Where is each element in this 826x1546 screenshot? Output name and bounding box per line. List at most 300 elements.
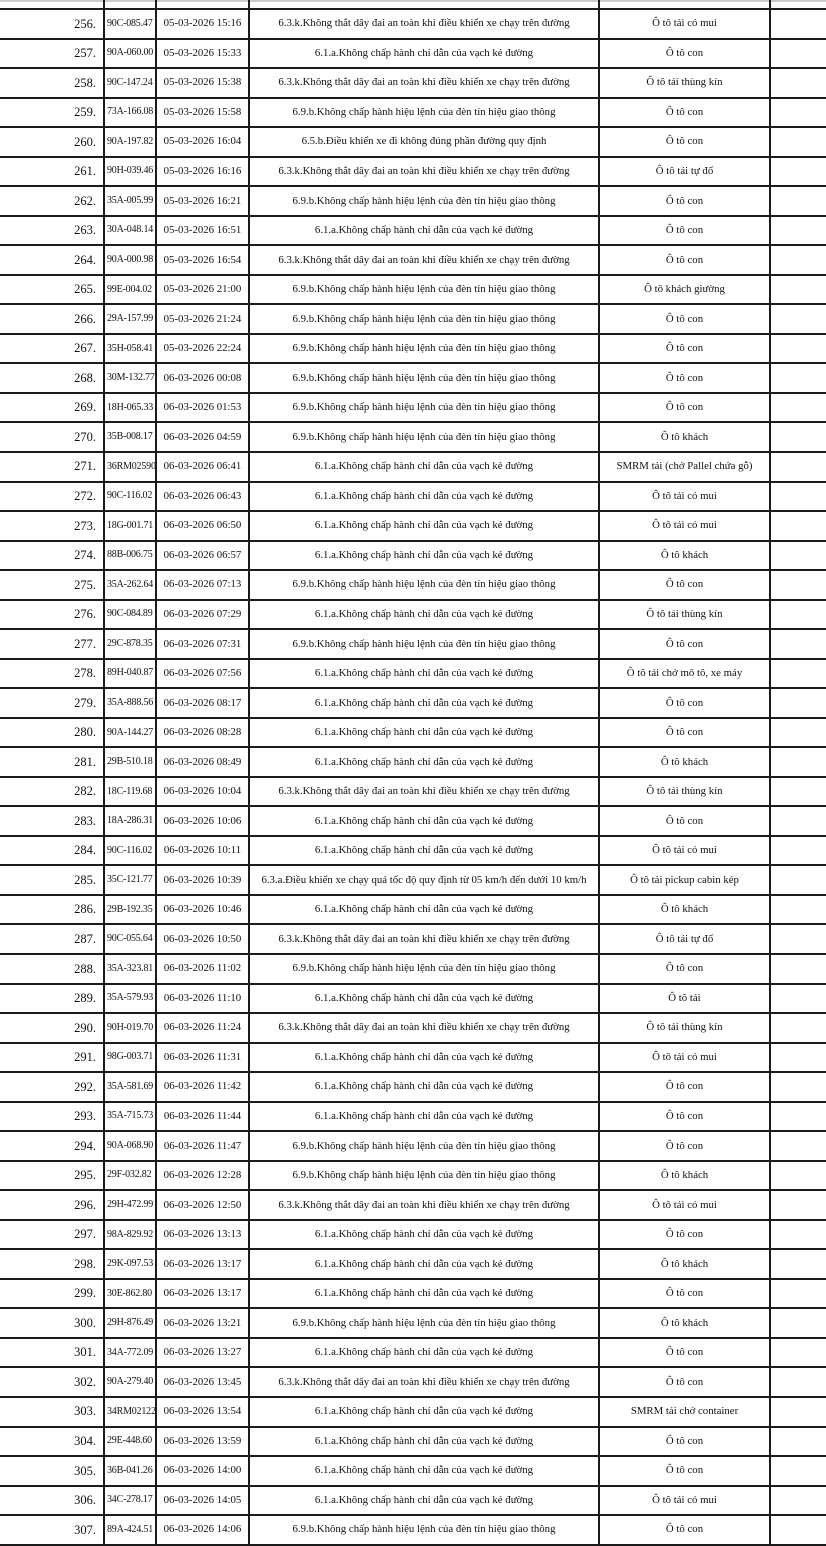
license-plate-cell: 99E-004.02 xyxy=(103,276,155,304)
violation-description-cell: 6.9.b.Không chấp hành hiệu lệnh của đèn tín hiệu giao thông xyxy=(248,1132,598,1160)
violation-description-cell: 6.9.b.Không chấp hành hiệu lệnh của đèn tín hiệu giao thông xyxy=(248,394,598,422)
violation-datetime-cell: 06-03-2026 11:47 xyxy=(155,1132,248,1160)
row-number: 293. xyxy=(74,1109,96,1124)
violation-description-cell: 6.9.b.Không chấp hành hiệu lệnh của đèn tín hiệu giao thông xyxy=(248,276,598,304)
violation-datetime-cell: 06-03-2026 10:46 xyxy=(155,896,248,924)
violation-description-cell: 6.1.a.Không chấp hành chỉ dẫn của vạch kẻ đường xyxy=(248,483,598,511)
table-row xyxy=(0,1191,826,1221)
license-plate-cell: 35C-121.77 xyxy=(103,866,155,894)
violation-description-cell: 6.1.a.Không chấp hành chỉ dẫn của vạch kẻ đường xyxy=(248,689,598,717)
vehicle-type-cell: Ô tô tải có mui xyxy=(598,483,771,511)
license-plate-cell: 36B-041.26 xyxy=(103,1457,155,1485)
table-row xyxy=(0,335,826,365)
row-number: 267. xyxy=(74,341,96,356)
vehicle-type-cell: Ô tô con xyxy=(598,217,771,245)
vehicle-type-cell: Ô tô khách xyxy=(598,1250,771,1278)
violation-datetime-cell: 06-03-2026 13:27 xyxy=(155,1339,248,1367)
license-plate-cell: 29C-878.35 xyxy=(103,630,155,658)
license-plate-cell: 30A-048.14 xyxy=(103,217,155,245)
table-row xyxy=(0,246,826,276)
violation-description-cell: 6.1.a.Không chấp hành chỉ dẫn của vạch kẻ đường xyxy=(248,1398,598,1426)
vehicle-type-cell: Ô tô con xyxy=(598,394,771,422)
license-plate-cell: 29K-097.53 xyxy=(103,1250,155,1278)
table-row xyxy=(0,1250,826,1280)
table-row xyxy=(0,985,826,1015)
violation-datetime-cell: 05-03-2026 16:51 xyxy=(155,217,248,245)
row-number: 274. xyxy=(74,548,96,563)
table-row xyxy=(0,542,826,572)
row-number: 290. xyxy=(74,1020,96,1035)
table-row xyxy=(0,1162,826,1192)
license-plate-cell: 89H-040.87 xyxy=(103,660,155,688)
violation-datetime-cell: 06-03-2026 08:17 xyxy=(155,689,248,717)
violation-datetime-cell: 05-03-2026 21:00 xyxy=(155,276,248,304)
vehicle-type-cell: Ô tô con xyxy=(598,630,771,658)
row-number: 289. xyxy=(74,991,96,1006)
violation-datetime-cell: 06-03-2026 14:05 xyxy=(155,1487,248,1515)
vehicle-type-cell: Ô tô tải có mui xyxy=(598,837,771,865)
row-number: 305. xyxy=(74,1463,96,1478)
violation-description-cell: 6.1.a.Không chấp hành chỉ dẫn của vạch kẻ đường xyxy=(248,1103,598,1131)
table-row xyxy=(0,364,826,394)
vehicle-type-cell: Ô tô tải pickup cabin kép xyxy=(598,866,771,894)
violation-description-cell: 6.1.a.Không chấp hành chỉ dẫn của vạch kẻ đường xyxy=(248,719,598,747)
violation-datetime-cell: 05-03-2026 15:58 xyxy=(155,99,248,127)
row-number: 269. xyxy=(74,400,96,415)
vehicle-type-cell: Ô tô con xyxy=(598,719,771,747)
license-plate-cell: 30E-862.80 xyxy=(103,1280,155,1308)
violation-description-cell: 6.1.a.Không chấp hành chỉ dẫn của vạch kẻ đường xyxy=(248,1044,598,1072)
table-row xyxy=(0,925,826,955)
license-plate-cell: 90C-116.02 xyxy=(103,837,155,865)
violation-datetime-cell: 06-03-2026 07:29 xyxy=(155,601,248,629)
vehicle-type-cell: Ô tô tải có mui xyxy=(598,1487,771,1515)
violation-datetime-cell: 06-03-2026 00:08 xyxy=(155,364,248,392)
vehicle-type-cell: Ô tô con xyxy=(598,1368,771,1396)
vehicle-type-cell: Ô tô con xyxy=(598,1457,771,1485)
table-row xyxy=(0,955,826,985)
vehicle-type-cell: Ô tô con xyxy=(598,305,771,333)
violation-description-cell: 6.5.b.Điều khiển xe đi không đúng phần đường quy định xyxy=(248,128,598,156)
license-plate-cell: 29F-032.82 xyxy=(103,1162,155,1190)
violation-datetime-cell: 06-03-2026 01:53 xyxy=(155,394,248,422)
violation-description-cell: 6.9.b.Không chấp hành hiệu lệnh của đèn tín hiệu giao thông xyxy=(248,630,598,658)
row-number: 300. xyxy=(74,1315,96,1330)
license-plate-cell: 88B-006.75 xyxy=(103,542,155,570)
table-row xyxy=(0,719,826,749)
violation-datetime-cell: 06-03-2026 12:50 xyxy=(155,1191,248,1219)
row-number: 258. xyxy=(74,75,96,90)
violation-description-cell: 6.9.b.Không chấp hành hiệu lệnh của đèn tín hiệu giao thông xyxy=(248,187,598,215)
vehicle-type-cell: Ô tô tải thùng kín xyxy=(598,69,771,97)
violation-description-cell: 6.9.b.Không chấp hành hiệu lệnh của đèn tín hiệu giao thông xyxy=(248,99,598,127)
violation-description-cell: 6.1.a.Không chấp hành chỉ dẫn của vạch kẻ đường xyxy=(248,1487,598,1515)
vehicle-type-cell: Ô tô con xyxy=(598,128,771,156)
row-number: 283. xyxy=(74,813,96,828)
violation-datetime-cell: 06-03-2026 13:13 xyxy=(155,1221,248,1249)
vehicle-type-cell: Ô tô tải có mui xyxy=(598,1044,771,1072)
license-plate-cell: 18H-065.33 xyxy=(103,394,155,422)
license-plate-cell: 90A-000.98 xyxy=(103,246,155,274)
table-row xyxy=(0,1280,826,1310)
violation-datetime-cell: 06-03-2026 10:39 xyxy=(155,866,248,894)
violation-description-cell: 6.9.b.Không chấp hành hiệu lệnh của đèn tín hiệu giao thông xyxy=(248,423,598,451)
row-number: 280. xyxy=(74,725,96,740)
violation-datetime-cell: 05-03-2026 16:04 xyxy=(155,128,248,156)
vehicle-type-cell: SMRM tải chở container xyxy=(598,1398,771,1426)
violation-datetime-cell: 06-03-2026 06:43 xyxy=(155,483,248,511)
row-number: 297. xyxy=(74,1227,96,1242)
violation-datetime-cell: 06-03-2026 07:31 xyxy=(155,630,248,658)
table-row xyxy=(0,40,826,70)
table-row xyxy=(0,601,826,631)
violation-description-cell: 6.1.a.Không chấp hành chỉ dẫn của vạch kẻ đường xyxy=(248,837,598,865)
table-row xyxy=(0,689,826,719)
violation-description-cell: 6.1.a.Không chấp hành chỉ dẫn của vạch kẻ đường xyxy=(248,1339,598,1367)
violation-description-cell: 6.1.a.Không chấp hành chỉ dẫn của vạch kẻ đường xyxy=(248,896,598,924)
license-plate-cell: 35A-579.93 xyxy=(103,985,155,1013)
license-plate-cell: 73A-166.08 xyxy=(103,99,155,127)
table-row xyxy=(0,896,826,926)
license-plate-cell: 30M-132.77 xyxy=(103,364,155,392)
vehicle-type-cell: Ô tô khách xyxy=(598,1162,771,1190)
violation-datetime-cell: 06-03-2026 08:49 xyxy=(155,748,248,776)
license-plate-cell: 90C-084.89 xyxy=(103,601,155,629)
table-row xyxy=(0,1428,826,1458)
violation-datetime-cell: 06-03-2026 10:04 xyxy=(155,778,248,806)
table-row xyxy=(0,128,826,158)
table-row xyxy=(0,1103,826,1133)
violation-datetime-cell: 06-03-2026 13:21 xyxy=(155,1309,248,1337)
vehicle-type-cell: Ô tô tải chở mô tô, xe máy xyxy=(598,660,771,688)
vehicle-type-cell: Ô tô tải thùng kín xyxy=(598,601,771,629)
vehicle-type-cell xyxy=(598,0,771,8)
violation-description-cell: 6.1.a.Không chấp hành chỉ dẫn của vạch kẻ đường xyxy=(248,1428,598,1456)
vehicle-type-cell: Ô tô tải thùng kín xyxy=(598,1014,771,1042)
row-number: 279. xyxy=(74,695,96,710)
violation-datetime-cell: 06-03-2026 14:06 xyxy=(155,1516,248,1544)
vehicle-type-cell: Ô tô con xyxy=(598,955,771,983)
vehicle-type-cell: Ô tô khách xyxy=(598,1309,771,1337)
vehicle-type-cell: Ô tô tải xyxy=(598,985,771,1013)
license-plate-cell: 89A-424.51 xyxy=(103,1516,155,1544)
row-number: 260. xyxy=(74,134,96,149)
partial-row-top xyxy=(0,0,826,10)
vehicle-type-cell: Ô tô khách xyxy=(598,896,771,924)
license-plate-cell: 34A-772.09 xyxy=(103,1339,155,1367)
violation-datetime-cell xyxy=(155,0,248,8)
table-row xyxy=(0,1368,826,1398)
violation-description-cell: 6.9.b.Không chấp hành hiệu lệnh của đèn tín hiệu giao thông xyxy=(248,305,598,333)
violation-datetime-cell: 06-03-2026 06:41 xyxy=(155,453,248,481)
table-row xyxy=(0,660,826,690)
table-row xyxy=(0,837,826,867)
row-number: 257. xyxy=(74,46,96,61)
row-number: 265. xyxy=(74,282,96,297)
vehicle-type-cell: Ô tô con xyxy=(598,40,771,68)
row-number: 302. xyxy=(74,1374,96,1389)
violation-description-cell: 6.9.b.Không chấp hành hiệu lệnh của đèn tín hiệu giao thông xyxy=(248,955,598,983)
violation-description-cell: 6.1.a.Không chấp hành chỉ dẫn của vạch kẻ đường xyxy=(248,985,598,1013)
table-row xyxy=(0,512,826,542)
row-number: 276. xyxy=(74,607,96,622)
violation-description-cell: 6.1.a.Không chấp hành chỉ dẫn của vạch kẻ đường xyxy=(248,807,598,835)
table-row xyxy=(0,1339,826,1369)
vehicle-type-cell: Ô tô con xyxy=(598,1339,771,1367)
row-number: 270. xyxy=(74,429,96,444)
violation-datetime-cell: 06-03-2026 13:45 xyxy=(155,1368,248,1396)
vehicle-type-cell: Ô tô khách xyxy=(598,423,771,451)
license-plate-cell: 90C-147.24 xyxy=(103,69,155,97)
license-plate-cell: 90C-116.02 xyxy=(103,483,155,511)
table-row xyxy=(0,1014,826,1044)
violation-datetime-cell: 05-03-2026 16:16 xyxy=(155,158,248,186)
violation-description-cell: 6.3.k.Không thắt dây đai an toàn khi điều khiển xe chạy trên đường xyxy=(248,69,598,97)
violation-description-cell: 6.9.b.Không chấp hành hiệu lệnh của đèn tín hiệu giao thông xyxy=(248,1309,598,1337)
row-number: 259. xyxy=(74,105,96,120)
table-row xyxy=(0,778,826,808)
row-number: 268. xyxy=(74,370,96,385)
violation-description-cell: 6.1.a.Không chấp hành chỉ dẫn của vạch kẻ đường xyxy=(248,748,598,776)
row-number: 284. xyxy=(74,843,96,858)
violation-description-cell: 6.3.k.Không thắt dây đai an toàn khi điều khiển xe chạy trên đường xyxy=(248,1014,598,1042)
license-plate-cell: 29H-472.99 xyxy=(103,1191,155,1219)
row-number: 292. xyxy=(74,1079,96,1094)
vehicle-type-cell: Ô tô con xyxy=(598,1516,771,1544)
vehicle-type-cell: Ô tô tải thùng kín xyxy=(598,778,771,806)
vehicle-type-cell: Ô tô con xyxy=(598,1073,771,1101)
violation-datetime-cell: 05-03-2026 16:21 xyxy=(155,187,248,215)
table-row xyxy=(0,99,826,129)
row-number: 256. xyxy=(74,16,96,31)
table-row xyxy=(0,1044,826,1074)
violation-datetime-cell: 06-03-2026 06:50 xyxy=(155,512,248,540)
violation-description-cell: 6.3.k.Không thắt dây đai an toàn khi điều khiển xe chạy trên đường xyxy=(248,246,598,274)
vehicle-type-cell: Ô tô con xyxy=(598,364,771,392)
violation-description-cell: 6.9.b.Không chấp hành hiệu lệnh của đèn tín hiệu giao thông xyxy=(248,571,598,599)
license-plate-cell: 90A-060.00 xyxy=(103,40,155,68)
row-number: 307. xyxy=(74,1522,96,1537)
license-plate-cell: 18A-286.31 xyxy=(103,807,155,835)
violation-datetime-cell: 05-03-2026 21:24 xyxy=(155,305,248,333)
vehicle-type-cell: Ô tô con xyxy=(598,807,771,835)
license-plate-cell: 35A-005.99 xyxy=(103,187,155,215)
license-plate-cell: 35A-323.81 xyxy=(103,955,155,983)
violation-description-cell xyxy=(248,0,598,8)
violation-datetime-cell: 06-03-2026 07:56 xyxy=(155,660,248,688)
license-plate-cell: 18C-119.68 xyxy=(103,778,155,806)
license-plate-cell: 35A-581.69 xyxy=(103,1073,155,1101)
violation-datetime-cell: 06-03-2026 13:54 xyxy=(155,1398,248,1426)
table-row xyxy=(0,866,826,896)
violation-description-cell: 6.1.a.Không chấp hành chỉ dẫn của vạch kẻ đường xyxy=(248,601,598,629)
license-plate-cell: 35A-888.56 xyxy=(103,689,155,717)
violation-description-cell: 6.1.a.Không chấp hành chỉ dẫn của vạch kẻ đường xyxy=(248,1250,598,1278)
violation-datetime-cell: 06-03-2026 11:24 xyxy=(155,1014,248,1042)
license-plate-cell: 90C-055.64 xyxy=(103,925,155,953)
row-number: 285. xyxy=(74,872,96,887)
row-number: 298. xyxy=(74,1256,96,1271)
table-row xyxy=(0,1398,826,1428)
license-plate-cell: 98A-829.92 xyxy=(103,1221,155,1249)
violation-description-cell: 6.3.k.Không thắt dây đai an toàn khi điều khiển xe chạy trên đường xyxy=(248,1368,598,1396)
table-row xyxy=(0,305,826,335)
row-number: 263. xyxy=(74,223,96,238)
vehicle-type-cell: Ô tô khách xyxy=(598,542,771,570)
vehicle-type-cell: Ô tô tải tự đổ xyxy=(598,925,771,953)
row-number: 299. xyxy=(74,1286,96,1301)
row-number: 296. xyxy=(74,1197,96,1212)
table-row xyxy=(0,1132,826,1162)
violation-description-cell: 6.1.a.Không chấp hành chỉ dẫn của vạch kẻ đường xyxy=(248,512,598,540)
row-number: 288. xyxy=(74,961,96,976)
violation-description-cell: 6.1.a.Không chấp hành chỉ dẫn của vạch kẻ đường xyxy=(248,40,598,68)
violation-description-cell: 6.9.b.Không chấp hành hiệu lệnh của đèn tín hiệu giao thông xyxy=(248,335,598,363)
row-number: 262. xyxy=(74,193,96,208)
license-plate-cell: 90A-279.40 xyxy=(103,1368,155,1396)
violation-datetime-cell: 05-03-2026 15:16 xyxy=(155,10,248,38)
violation-description-cell: 6.9.b.Không chấp hành hiệu lệnh của đèn tín hiệu giao thông xyxy=(248,1162,598,1190)
table-row xyxy=(0,1487,826,1517)
violation-description-cell: 6.3.k.Không thắt dây đai an toàn khi điều khiển xe chạy trên đường xyxy=(248,158,598,186)
row-number: 275. xyxy=(74,577,96,592)
license-plate-cell: 29B-510.18 xyxy=(103,748,155,776)
row-number: 287. xyxy=(74,931,96,946)
row-number: 294. xyxy=(74,1138,96,1153)
table-row xyxy=(0,483,826,513)
license-plate-cell: 90A-144.27 xyxy=(103,719,155,747)
license-plate-cell: 34C-278.17 xyxy=(103,1487,155,1515)
license-plate-cell: 34RM02122 xyxy=(103,1398,155,1426)
violation-description-cell: 6.1.a.Không chấp hành chỉ dẫn của vạch kẻ đường xyxy=(248,660,598,688)
license-plate-cell: 35H-058.41 xyxy=(103,335,155,363)
violation-datetime-cell: 06-03-2026 11:44 xyxy=(155,1103,248,1131)
violation-description-cell: 6.1.a.Không chấp hành chỉ dẫn của vạch kẻ đường xyxy=(248,1221,598,1249)
row-number: 266. xyxy=(74,311,96,326)
vehicle-type-cell: Ô tô con xyxy=(598,99,771,127)
violation-datetime-cell: 06-03-2026 11:10 xyxy=(155,985,248,1013)
violation-datetime-cell: 05-03-2026 16:54 xyxy=(155,246,248,274)
violation-description-cell: 6.1.a.Không chấp hành chỉ dẫn của vạch kẻ đường xyxy=(248,1280,598,1308)
violation-datetime-cell: 05-03-2026 15:33 xyxy=(155,40,248,68)
license-plate-cell: 36RM02590 xyxy=(103,453,155,481)
violation-datetime-cell: 06-03-2026 08:28 xyxy=(155,719,248,747)
vehicle-type-cell: SMRM tải (chở Pallel chứa gỗ) xyxy=(598,453,771,481)
table-row xyxy=(0,571,826,601)
license-plate-cell: 90C-085.47 xyxy=(103,10,155,38)
vehicle-type-cell: Ô tô tải có mui xyxy=(598,512,771,540)
violation-description-cell: 6.1.a.Không chấp hành chỉ dẫn của vạch kẻ đường xyxy=(248,1073,598,1101)
license-plate-cell: 29A-157.99 xyxy=(103,305,155,333)
violation-datetime-cell: 06-03-2026 11:02 xyxy=(155,955,248,983)
table-row xyxy=(0,807,826,837)
vehicle-type-cell: Ô tô tải có mui xyxy=(598,10,771,38)
violation-datetime-cell: 06-03-2026 14:00 xyxy=(155,1457,248,1485)
row-number: 282. xyxy=(74,784,96,799)
table-row xyxy=(0,1457,826,1487)
vehicle-type-cell: Ô tô khách xyxy=(598,748,771,776)
row-number: 286. xyxy=(74,902,96,917)
vehicle-type-cell: Ô tô con xyxy=(598,1428,771,1456)
violation-datetime-cell: 06-03-2026 13:17 xyxy=(155,1280,248,1308)
vehicle-type-cell: Ô tô khách giường xyxy=(598,276,771,304)
table-row xyxy=(0,276,826,306)
row-number: 277. xyxy=(74,636,96,651)
row-number: 295. xyxy=(74,1168,96,1183)
violation-datetime-cell: 06-03-2026 11:42 xyxy=(155,1073,248,1101)
violation-datetime-cell: 06-03-2026 13:17 xyxy=(155,1250,248,1278)
row-number: 291. xyxy=(74,1050,96,1065)
row-number: 271. xyxy=(74,459,96,474)
table-row xyxy=(0,1516,826,1546)
license-plate-cell: 29H-876.49 xyxy=(103,1309,155,1337)
violation-description-cell: 6.9.b.Không chấp hành hiệu lệnh của đèn tín hiệu giao thông xyxy=(248,1516,598,1544)
violation-datetime-cell: 06-03-2026 12:28 xyxy=(155,1162,248,1190)
vehicle-type-cell: Ô tô con xyxy=(598,187,771,215)
license-plate-cell: 29E-448.60 xyxy=(103,1428,155,1456)
row-number: 304. xyxy=(74,1434,96,1449)
vehicle-type-cell: Ô tô con xyxy=(598,689,771,717)
row-number: 273. xyxy=(74,518,96,533)
violation-description-cell: 6.1.a.Không chấp hành chỉ dẫn của vạch kẻ đường xyxy=(248,217,598,245)
violation-datetime-cell: 05-03-2026 15:38 xyxy=(155,69,248,97)
violation-datetime-cell: 06-03-2026 13:59 xyxy=(155,1428,248,1456)
table-row xyxy=(0,748,826,778)
license-plate-cell: 35B-008.17 xyxy=(103,423,155,451)
license-plate-cell: 90A-197.82 xyxy=(103,128,155,156)
table-row xyxy=(0,423,826,453)
violation-datetime-cell: 06-03-2026 10:06 xyxy=(155,807,248,835)
violation-description-cell: 6.1.a.Không chấp hành chỉ dẫn của vạch kẻ đường xyxy=(248,542,598,570)
table-row xyxy=(0,1221,826,1251)
license-plate-cell xyxy=(103,0,155,8)
table-row xyxy=(0,453,826,483)
vehicle-type-cell: Ô tô con xyxy=(598,246,771,274)
license-plate-cell: 98G-003.71 xyxy=(103,1044,155,1072)
row-number: 264. xyxy=(74,252,96,267)
license-plate-cell: 18G-001.71 xyxy=(103,512,155,540)
table-row xyxy=(0,10,826,40)
violation-datetime-cell: 06-03-2026 11:31 xyxy=(155,1044,248,1072)
violation-datetime-cell: 06-03-2026 10:11 xyxy=(155,837,248,865)
license-plate-cell: 35A-262.64 xyxy=(103,571,155,599)
vehicle-type-cell: Ô tô con xyxy=(598,1132,771,1160)
vehicle-type-cell: Ô tô con xyxy=(598,335,771,363)
violation-description-cell: 6.3.a.Điều khiển xe chạy quá tốc độ quy định từ 05 km/h đến dưới 10 km/h xyxy=(248,866,598,894)
license-plate-cell: 90H-039.46 xyxy=(103,158,155,186)
violation-description-cell: 6.3.k.Không thắt dây đai an toàn khi điều khiển xe chạy trên đường xyxy=(248,1191,598,1219)
violation-description-cell: 6.1.a.Không chấp hành chỉ dẫn của vạch kẻ đường xyxy=(248,1457,598,1485)
violation-datetime-cell: 06-03-2026 07:13 xyxy=(155,571,248,599)
violation-description-cell: 6.3.k.Không thắt dây đai an toàn khi điều khiển xe chạy trên đường xyxy=(248,10,598,38)
violation-datetime-cell: 06-03-2026 10:50 xyxy=(155,925,248,953)
violation-datetime-cell: 06-03-2026 06:57 xyxy=(155,542,248,570)
table-row xyxy=(0,1309,826,1339)
vehicle-type-cell: Ô tô con xyxy=(598,1221,771,1249)
violation-description-cell: 6.1.a.Không chấp hành chỉ dẫn của vạch kẻ đường xyxy=(248,453,598,481)
table-row xyxy=(0,69,826,99)
license-plate-cell: 90A-068.90 xyxy=(103,1132,155,1160)
violation-description-cell: 6.3.k.Không thắt dây đai an toàn khi điều khiển xe chạy trên đường xyxy=(248,925,598,953)
vehicle-type-cell: Ô tô con xyxy=(598,1103,771,1131)
row-number: 301. xyxy=(74,1345,96,1360)
table-row xyxy=(0,158,826,188)
vehicle-type-cell: Ô tô con xyxy=(598,1280,771,1308)
license-plate-cell: 90H-019.70 xyxy=(103,1014,155,1042)
row-number: 278. xyxy=(74,666,96,681)
row-number xyxy=(0,0,103,8)
license-plate-cell: 35A-715.73 xyxy=(103,1103,155,1131)
